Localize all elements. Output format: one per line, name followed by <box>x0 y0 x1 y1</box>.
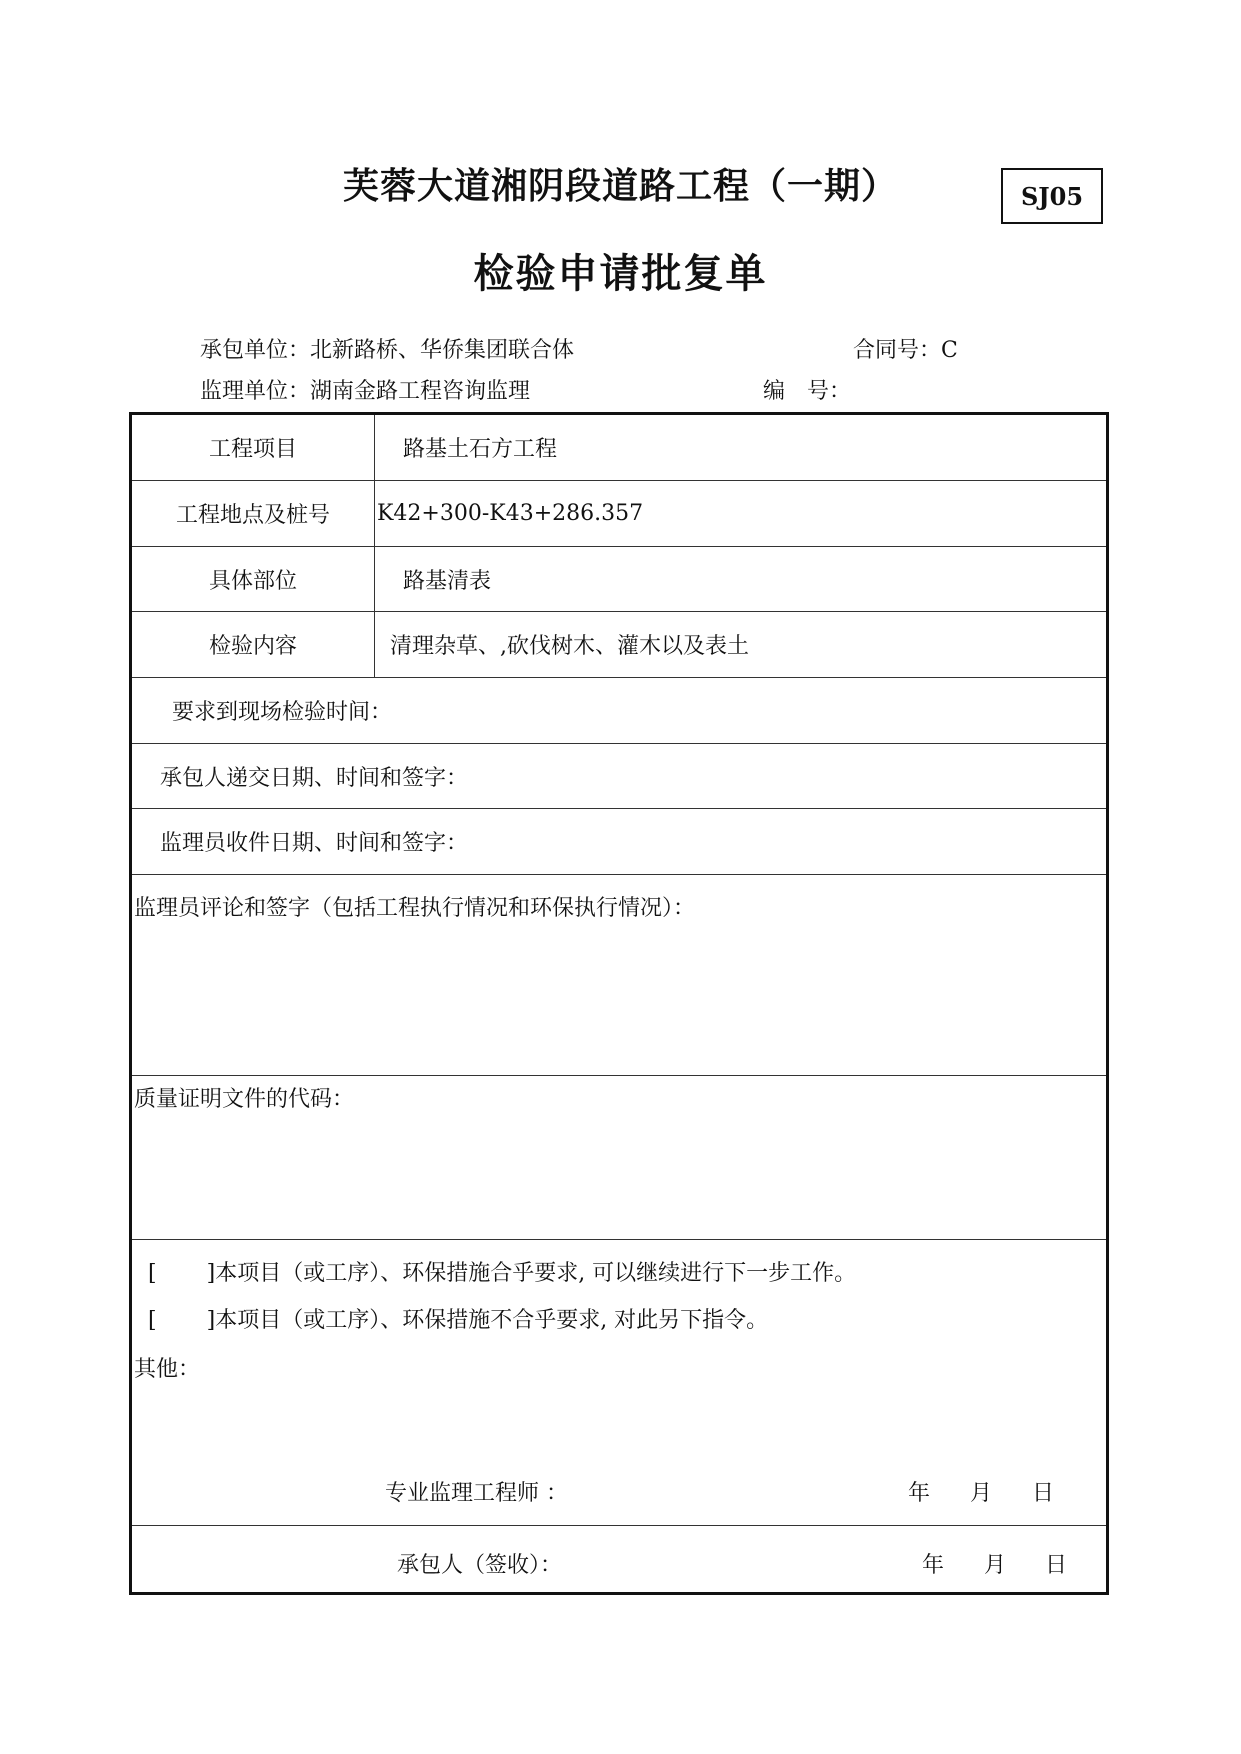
contractor-value: 北新路桥、华侨集团联合体 <box>310 338 575 363</box>
contractor-label: 承包单位： <box>200 338 311 363</box>
row-value[interactable]: K42+300-K43+286.357 <box>377 501 644 526</box>
inspection-form-table <box>129 412 1109 1595</box>
other-label: 其他： <box>134 1357 201 1382</box>
bracket-open: [ <box>148 1261 157 1286</box>
engineer-date-year: 年 <box>908 1481 931 1506</box>
table-row <box>132 547 1106 612</box>
form-code-box <box>1001 168 1103 224</box>
supervisor-comment-label: 监理员评论和签字（包括工程执行情况和环保执行情况）： <box>134 896 696 921</box>
decision-section <box>132 1240 1106 1526</box>
quality-docs-label: 质量证明文件的代码： <box>134 1087 355 1112</box>
contract-no-label: 合同号： <box>853 338 942 363</box>
serial-line <box>763 374 851 405</box>
contractor-sign-row[interactable] <box>132 1526 1106 1595</box>
contractor-date-year: 年 <box>922 1553 945 1578</box>
inspection-time-row[interactable] <box>132 678 1106 744</box>
contractor-date-day: 日 <box>1045 1553 1068 1578</box>
supervisor-comment-section[interactable] <box>132 875 1106 1076</box>
serial-label: 编 号： <box>763 379 852 404</box>
contractor-date-month: 月 <box>984 1553 1007 1578</box>
bracket-close: ] <box>206 1261 216 1286</box>
engineer-date-month: 月 <box>970 1481 993 1506</box>
document-subtitle: 检验申请批复单 <box>473 250 768 297</box>
supervisor-receive-row[interactable] <box>132 809 1106 875</box>
option-fail-text: 本项目（或工序）、环保措施不合乎要求, 对此另下指令。 <box>215 1308 769 1333</box>
bracket-close: ] <box>206 1308 216 1333</box>
quality-docs-section[interactable] <box>132 1076 1106 1240</box>
contractor-sign-label: 承包人（签收）： <box>397 1553 563 1578</box>
form-code: SJ05 <box>1020 181 1084 211</box>
row-label: 检验内容 <box>132 612 375 677</box>
contract-no-line <box>853 333 958 364</box>
contractor-line <box>200 333 574 364</box>
contractor-submit-row[interactable] <box>132 744 1106 809</box>
row-label: 具体部位 <box>132 547 375 611</box>
supervisor-value: 湖南金路工程咨询监理 <box>310 379 531 404</box>
bracket-open: [ <box>148 1308 157 1333</box>
row-value[interactable]: 路基清表 <box>403 568 492 594</box>
document-title: 芙蓉大道湘阴段道路工程（一期） <box>342 165 898 207</box>
engineer-date-day: 日 <box>1032 1481 1055 1506</box>
table-row <box>132 415 1106 481</box>
contractor-submit-label: 承包人递交日期、时间和签字： <box>160 765 469 791</box>
supervisor-label: 监理单位： <box>200 379 311 404</box>
option-pass-checkbox[interactable] <box>148 1256 856 1287</box>
option-fail-checkbox[interactable] <box>148 1303 768 1334</box>
table-row <box>132 481 1106 547</box>
row-value[interactable]: 路基土石方工程 <box>403 437 558 462</box>
row-label: 工程地点及桩号 <box>132 481 375 546</box>
row-label: 工程项目 <box>132 415 375 480</box>
inspection-time-label: 要求到现场检验时间： <box>172 700 393 725</box>
row-value[interactable]: 清理杂草、,砍伐树木、灌木以及表土 <box>390 634 749 659</box>
engineer-sign-label[interactable]: 专业监理工程师 ： <box>385 1481 568 1506</box>
supervisor-receive-label: 监理员收件日期、时间和签字： <box>160 831 469 856</box>
table-row <box>132 612 1106 678</box>
option-pass-text: 本项目（或工序）、环保措施合乎要求, 可以继续进行下一步工作。 <box>215 1261 857 1286</box>
supervisor-line <box>200 374 530 405</box>
contract-no-value: C <box>941 338 958 363</box>
